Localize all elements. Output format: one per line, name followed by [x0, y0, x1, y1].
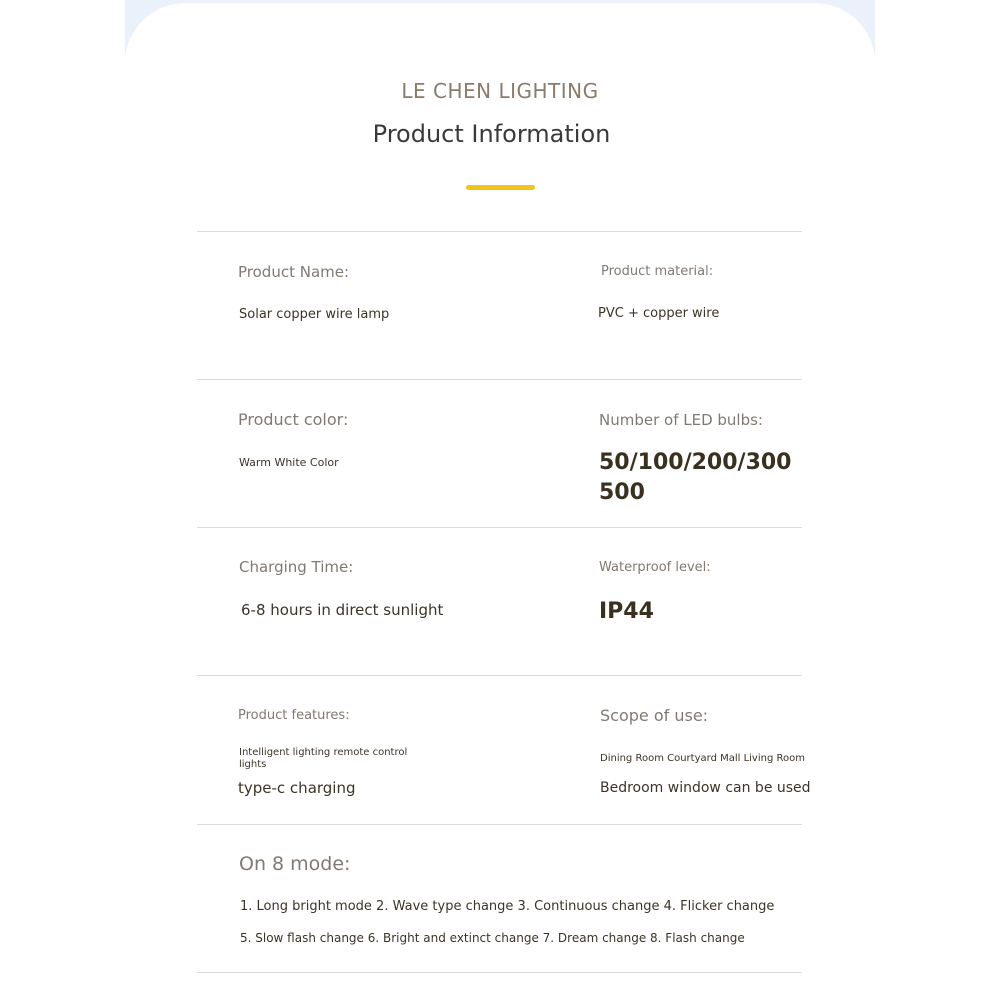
divider [197, 379, 802, 380]
waterproof-value: IP44 [599, 599, 654, 624]
scope-label: Scope of use: [600, 706, 709, 725]
page-title: Product Information [372, 120, 611, 148]
divider [197, 972, 802, 973]
features-value-line1: Intelligent lighting remote control lights [239, 747, 408, 770]
scope-value-line2: Bedroom window can be used [600, 780, 811, 796]
divider [197, 675, 802, 676]
features-value-line2: type-c charging [238, 779, 356, 797]
divider [197, 231, 802, 232]
charging-time-value: 6-8 hours in direct sunlight [241, 601, 444, 619]
product-name-value: Solar copper wire lamp [239, 307, 390, 322]
brand-name: LE CHEN LIGHTING [401, 79, 599, 103]
title-accent-bar [466, 185, 535, 190]
product-material-value: PVC + copper wire [598, 306, 720, 321]
led-bulbs-label: Number of LED bulbs: [599, 411, 763, 429]
led-bulbs-value-line2: 500 [599, 480, 645, 505]
charging-time-label: Charging Time: [239, 558, 354, 576]
modes-line-1: 1. Long bright mode 2. Wave type change 3. Continuous change 4. Flicker change [240, 899, 775, 914]
product-color-label: Product color: [238, 410, 349, 429]
product-material-label: Product material: [601, 264, 714, 279]
info-card [125, 3, 875, 1000]
divider [197, 824, 802, 825]
modes-line-2: 5. Slow flash change 6. Bright and extinct change 7. Dream change 8. Flash change [240, 931, 745, 945]
product-name-label: Product Name: [238, 263, 350, 281]
features-label: Product features: [238, 708, 350, 723]
modes-label: On 8 mode: [239, 853, 351, 875]
scope-value-line1: Dining Room Courtyard Mall Living Room [600, 753, 805, 764]
waterproof-label: Waterproof level: [599, 560, 711, 575]
product-color-value: Warm White Color [239, 456, 339, 469]
led-bulbs-value-line1: 50/100/200/300 [599, 450, 792, 475]
divider [197, 527, 802, 528]
